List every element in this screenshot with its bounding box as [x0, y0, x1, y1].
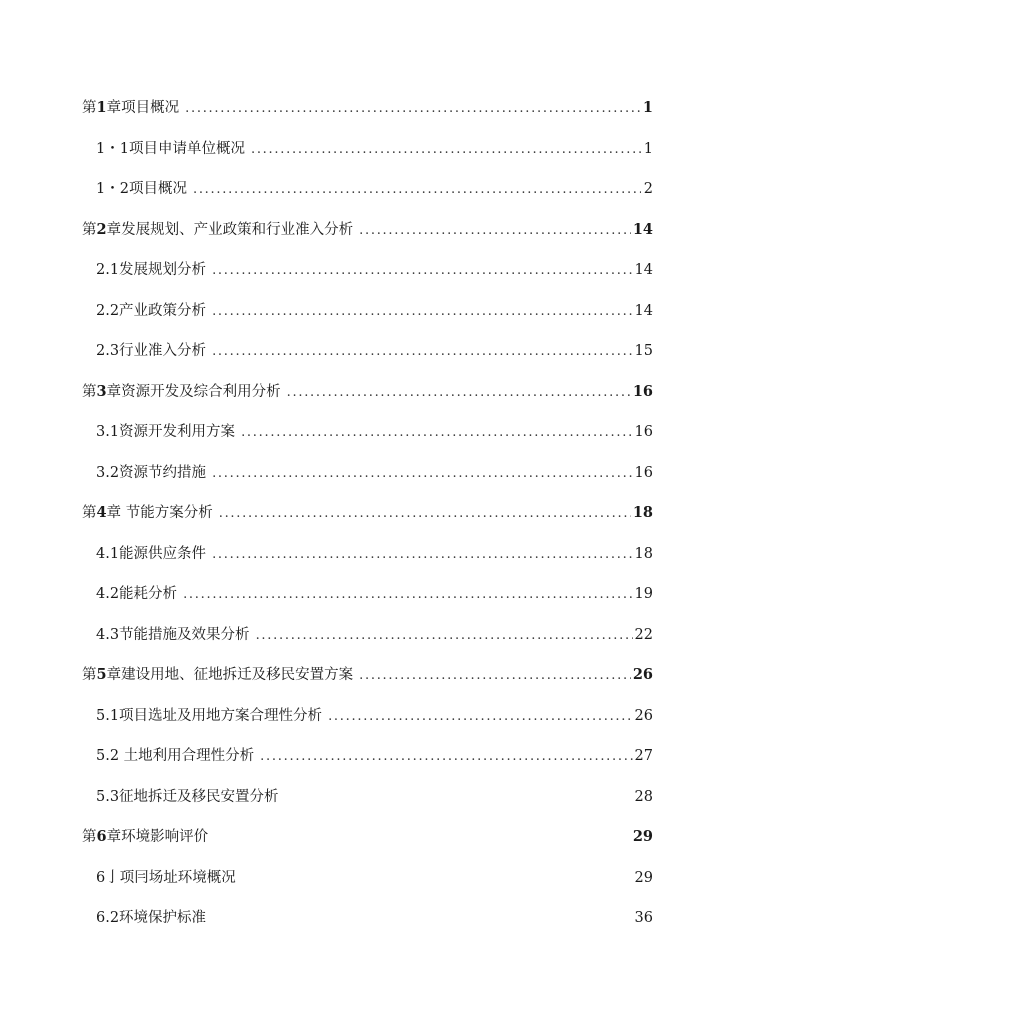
toc-dot-leader: [219, 502, 631, 526]
toc-entry-title: 6.2环境保护标准: [96, 910, 207, 926]
toc-dot-leader: [287, 381, 631, 405]
toc-page-number: 27: [634, 748, 653, 764]
toc-page-number: 28: [634, 788, 653, 805]
toc-page-number: 1: [643, 140, 653, 157]
toc-dot-leader: [212, 462, 632, 486]
toc-page-number: 26: [632, 666, 653, 683]
toc-entry-title: 5.3征地拆迁及移民安置分析: [96, 788, 279, 805]
toc-page-number: 14: [632, 220, 653, 238]
toc-section-entry[interactable]: [82, 623, 653, 664]
toc-chapter-entry[interactable]: [82, 96, 653, 137]
toc-section-entry[interactable]: [82, 866, 653, 907]
toc-dot-leader: [212, 300, 632, 324]
toc-dot-leader: [212, 259, 632, 283]
toc-entry-title: 第6章环境影响评价: [82, 828, 209, 845]
toc-dot-leader: [260, 745, 632, 769]
toc-section-entry[interactable]: [82, 582, 653, 623]
toc-section-entry[interactable]: [82, 177, 653, 218]
toc-dot-leader: [359, 664, 631, 688]
toc-page-number: 16: [634, 464, 653, 481]
toc-dot-leader: [193, 178, 641, 202]
toc-dot-leader: [212, 543, 632, 567]
toc-dot-leader: [185, 97, 641, 121]
toc-entry-title: 2.3行业准入分析: [96, 343, 207, 359]
toc-entry-title: 第3章资源开发及综合利用分析: [82, 382, 281, 400]
toc-dot-leader: [183, 583, 632, 607]
toc-dot-leader: [256, 624, 633, 648]
toc-entry-title: 4.3节能措施及效果分析: [96, 626, 250, 643]
toc-chapter-entry[interactable]: [82, 218, 653, 259]
toc-page-number: 29: [632, 828, 653, 845]
toc-section-entry[interactable]: [82, 258, 653, 299]
toc-dot-leader: [251, 138, 641, 162]
toc-section-entry[interactable]: [82, 785, 653, 826]
toc-dot-leader: [328, 705, 632, 729]
toc-chapter-entry[interactable]: [82, 380, 653, 421]
toc-page-number: 36: [634, 910, 653, 926]
toc-entry-title: 5.1项目选址及用地方案合理性分析: [96, 707, 323, 724]
toc-entry-title: 6亅项冃场址环境概况: [96, 869, 236, 886]
toc-page-number: 16: [632, 382, 653, 400]
toc-entry-title: 第4章 节能方案分析: [82, 504, 213, 521]
toc-entry-title: 1・2项目概况: [96, 181, 187, 197]
toc-entry-title: 2.1发展规划分析: [96, 262, 207, 278]
table-of-contents: [82, 96, 653, 947]
toc-section-entry[interactable]: [82, 704, 653, 745]
toc-page-number: 29: [634, 869, 653, 886]
toc-section-entry[interactable]: [82, 542, 653, 583]
toc-section-entry[interactable]: [82, 420, 653, 461]
toc-entry-title: 第2章发展规划、产业政策和行业准入分析: [82, 220, 354, 238]
toc-chapter-entry[interactable]: [82, 825, 653, 866]
toc-entry-title: 4.1能源供应条件: [96, 545, 207, 562]
toc-chapter-entry[interactable]: [82, 663, 653, 704]
toc-page-number: 2: [643, 181, 653, 197]
toc-page-number: 18: [634, 545, 653, 562]
toc-entry-title: 3.2资源节约措施: [96, 464, 207, 481]
toc-dot-leader: [241, 421, 632, 445]
toc-entry-title: 5.2 土地利用合理性分析: [96, 748, 255, 764]
toc-section-entry[interactable]: [82, 137, 653, 178]
toc-dot-leader: [359, 219, 631, 243]
toc-page-number: 14: [634, 302, 653, 319]
toc-entry-title: 3.1资源开发利用方案: [96, 424, 236, 440]
toc-section-entry[interactable]: [82, 299, 653, 340]
toc-entry-title: 第5章建设用地、征地拆迁及移民安置方案: [82, 666, 354, 683]
toc-page-number: 16: [634, 424, 653, 440]
toc-entry-title: 1・1项目申请单位概况: [96, 140, 245, 157]
toc-section-entry[interactable]: [82, 461, 653, 502]
toc-entry-title: 第1章项目概况: [82, 99, 180, 116]
toc-section-entry[interactable]: [82, 906, 653, 947]
toc-entry-title: 2.2产业政策分析: [96, 302, 207, 319]
toc-page-number: 18: [632, 504, 653, 521]
toc-chapter-entry[interactable]: [82, 501, 653, 542]
toc-page-number: 22: [634, 626, 653, 643]
toc-page-number: 14: [634, 262, 653, 278]
toc-page-number: 19: [634, 586, 653, 602]
toc-dot-leader: [212, 340, 632, 364]
toc-section-entry[interactable]: [82, 339, 653, 380]
toc-section-entry[interactable]: [82, 744, 653, 785]
toc-entry-title: 4.2能耗分析: [96, 586, 178, 602]
toc-page-number: 15: [634, 343, 653, 359]
toc-page-number: 1: [642, 99, 653, 116]
toc-page-number: 26: [634, 707, 653, 724]
